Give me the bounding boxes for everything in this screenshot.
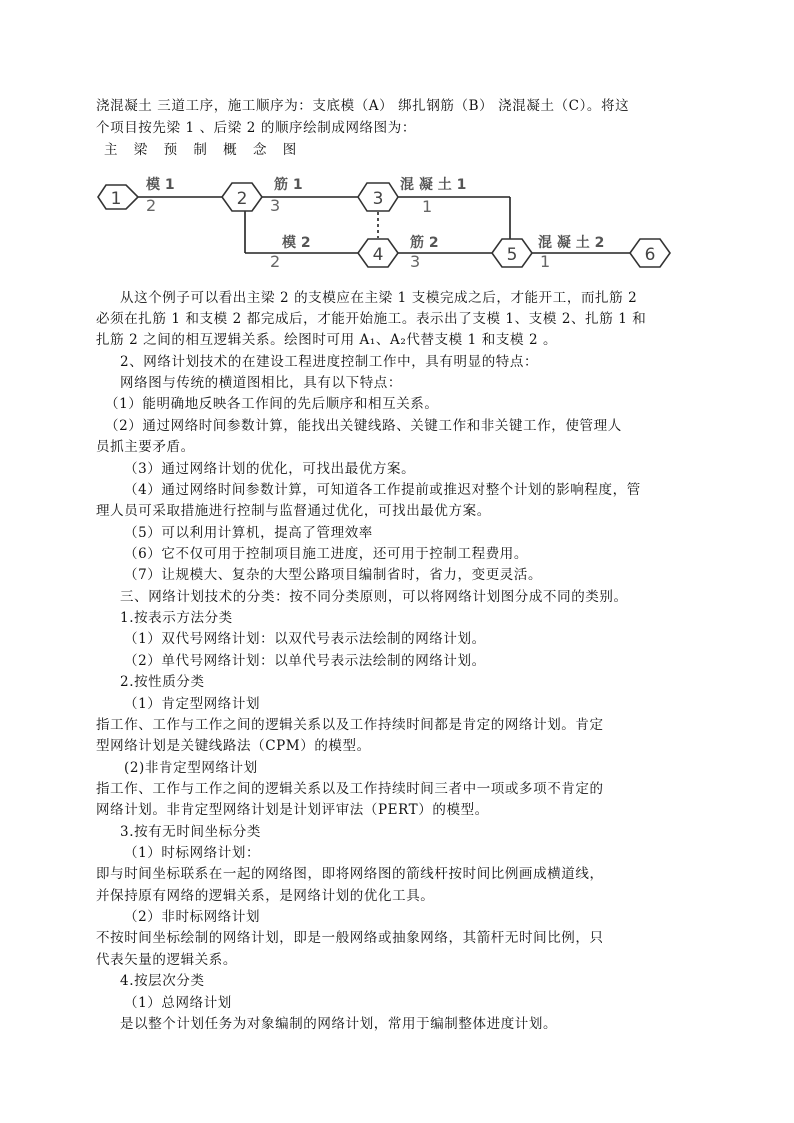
edge-label: 混 凝 土 2 xyxy=(538,235,605,251)
intro-line-2: 个项目按先梁 1 、后梁 2 的顺序绘制成网络图为： xyxy=(96,120,416,136)
diagram-title: 主 梁 预 制 概 念 图 xyxy=(104,142,303,158)
sub-heading: 3.按有无时间坐标分类 xyxy=(120,824,261,840)
list-item: （1）双代号网络计划：以双代号表示法绘制的网络计划。 xyxy=(124,631,486,647)
edge-label: 模 2 xyxy=(282,235,311,251)
node-label: 1 xyxy=(110,189,122,209)
list-item: （2）单代号网络计划：以单代号表示法绘制的网络计划。 xyxy=(124,653,486,669)
body-line: 指工作、工作与工作之间的逻辑关系以及工作持续时间三者中一项或多项不肯定的 xyxy=(96,781,604,797)
sub-heading: 4.按层次分类 xyxy=(120,973,205,989)
list-item: （3）通过网络计划的优化，可找出最优方案。 xyxy=(124,461,416,477)
list-item: （1）总网络计划 xyxy=(124,995,232,1011)
body-line: 员抓主要矛盾。 xyxy=(96,439,195,455)
list-item: （4）通过网络时间参数计算，可知道各工作提前或推迟对整个计划的影响程度，管 xyxy=(124,482,641,498)
body-line: 网络计划。非肯定型网络计划是计划评审法（PERT）的模型。 xyxy=(96,802,489,818)
edge-duration: 3 xyxy=(270,196,281,215)
list-item: （1）能明确地反映各工作间的先后顺序和相互关系。 xyxy=(105,396,439,412)
node-label: 6 xyxy=(644,245,656,265)
edge-duration: 1 xyxy=(540,252,551,271)
sub-heading: 2.按性质分类 xyxy=(120,674,205,690)
list-item: （1）肯定型网络计划 xyxy=(124,696,261,712)
body-line: 扎筋 2 之间的相互逻辑关系。绘图时可用 A₁、A₂代替支模 1 和支模 2 。 xyxy=(96,332,558,348)
edge-duration: 1 xyxy=(422,197,433,216)
node-label: 4 xyxy=(372,245,384,265)
body-line: 即与时间坐标联系在一起的网络图，即将网络图的箭线杆按时间比例画成横道线， xyxy=(96,866,604,882)
sub-heading: 1.按表示方法分类 xyxy=(120,610,233,626)
body-line: 并保持原有网络的逻辑关系，是网络计划的优化工具。 xyxy=(96,888,435,904)
edge-duration: 2 xyxy=(270,252,281,271)
body-line: 从这个例子可以看出主梁 2 的支模应在主梁 1 支模完成之后，才能开工，而扎筋 2 xyxy=(120,290,638,306)
body-line: 指工作、工作与工作之间的逻辑关系以及工作持续时间都是肯定的网络计划。肯定 xyxy=(96,717,604,733)
body-line: 型网络计划是关键线路法（CPM）的模型。 xyxy=(96,738,371,754)
edge-label: 混 凝 土 1 xyxy=(400,177,467,193)
edge-duration: 2 xyxy=(146,196,157,215)
edge-label: 模 1 xyxy=(146,177,175,193)
list-item: (2)非肯定型网络计划 xyxy=(124,760,258,776)
edge-label: 筋 2 xyxy=(410,235,439,251)
body-line: 代表矢量的逻辑关系。 xyxy=(96,952,237,968)
body-line: 是以整个计划任务为对象编制的网络计划，常用于编制整体进度计划。 xyxy=(120,1016,558,1032)
body-line: 不按时间坐标绘制的网络计划，即是一般网络或抽象网络，其箭杆无时间比例，只 xyxy=(96,930,604,946)
edge-label: 筋 1 xyxy=(274,177,303,193)
node-label: 2 xyxy=(236,189,248,209)
list-item: （7）让规模大、复杂的大型公路项目编制省时，省力，变更灵活。 xyxy=(124,567,543,583)
list-item: （1）时标网络计划： xyxy=(124,845,261,861)
edge-duration: 3 xyxy=(410,252,421,271)
section-heading: 三、网络计划技术的分类：按不同分类原则，可以将网络计划图分成不同的类别。 xyxy=(120,589,628,605)
node-label: 5 xyxy=(506,245,518,265)
list-item: （6）它不仅可用于控制项目施工进度，还可用于控制工程费用。 xyxy=(124,546,528,562)
list-item: （5）可以利用计算机，提高了管理效率 xyxy=(124,525,373,541)
body-line: 必须在扎筋 1 和支模 2 都完成后，才能开始施工。表示出了支模 1、支模 2、扎筋 1 和 xyxy=(96,311,647,327)
node-label: 3 xyxy=(372,189,384,209)
list-item: （2）通过网络时间参数计算，能找出关键线路、关键工作和非关键工作，使管理人 xyxy=(105,418,622,434)
intro-line-1: 浇混凝土 三道工序，施工顺序为：支底模（A） 绑扎钢筋（B） 浇混凝土（C）。将这 xyxy=(96,98,630,114)
list-item: （2）非时标网络计划 xyxy=(124,909,261,925)
body-line: 网络图与传统的横道图相比，具有以下特点： xyxy=(120,375,402,391)
section-heading: 2、网络计划技术的在建设工程进度控制工作中，具有明显的特点： xyxy=(120,354,539,370)
network-diagram xyxy=(0,165,794,275)
body-line: 理人员可采取措施进行控制与监督通过优化，可找出最优方案。 xyxy=(96,503,491,519)
